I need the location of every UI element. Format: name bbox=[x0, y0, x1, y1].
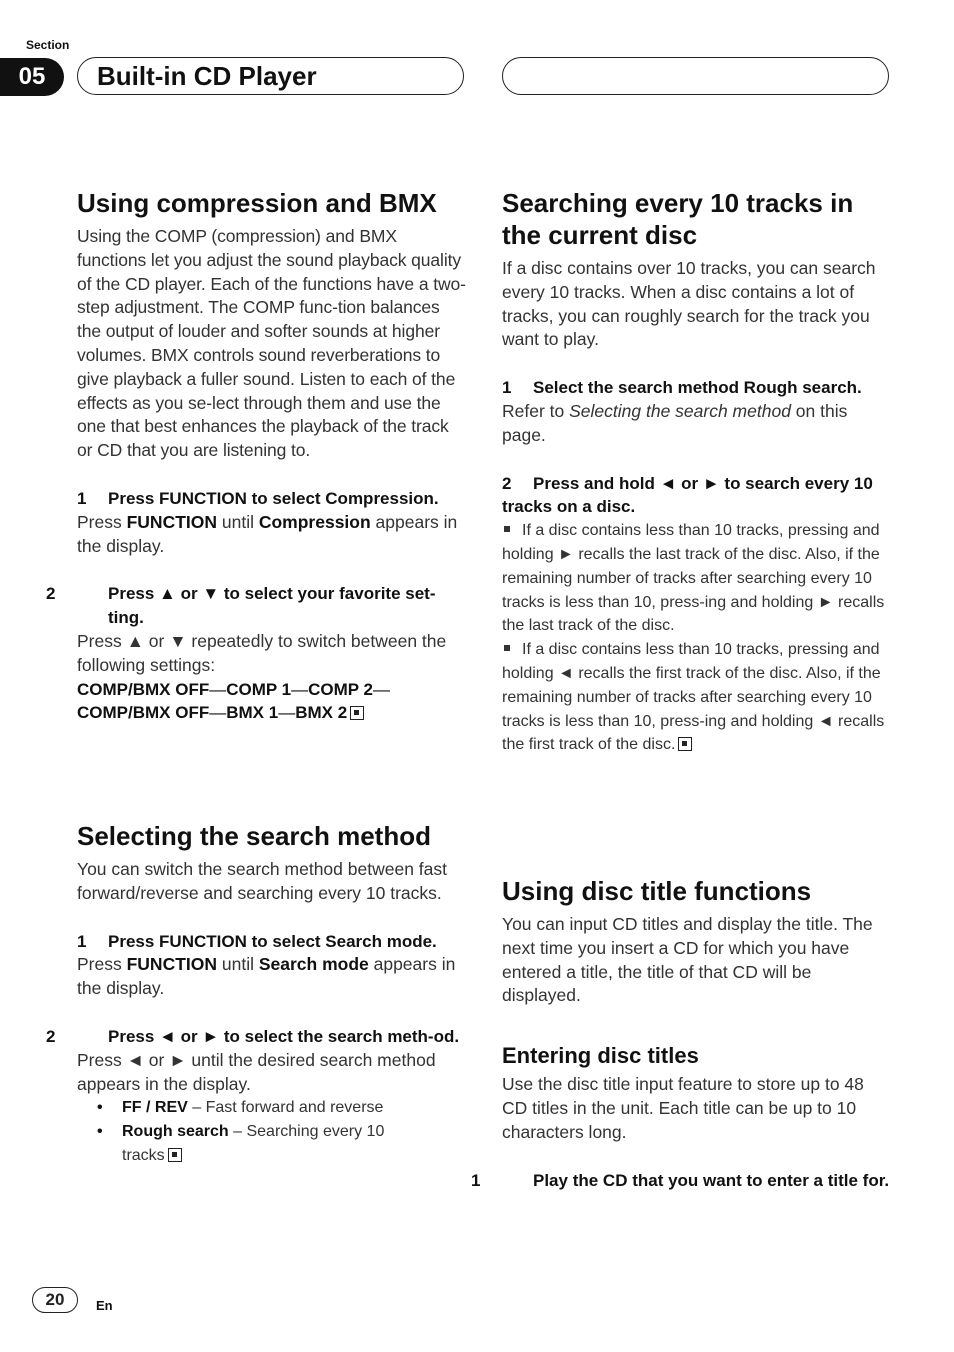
language-code: En bbox=[96, 1298, 113, 1313]
bullet-rough-search: • Rough search – Searching every 10 tracks bbox=[97, 1123, 385, 1164]
section-search-10-tracks bbox=[502, 187, 892, 757]
note-bullet-icon bbox=[504, 645, 510, 651]
step-number: 1 bbox=[77, 488, 87, 508]
section-search-method bbox=[46, 820, 467, 1168]
search-step-1-body: Press FUNCTION until Search mode appears in the display. bbox=[77, 954, 456, 999]
settings-sequence-2: COMP/BMX OFF—BMX 1—BMX 2 bbox=[77, 701, 467, 725]
compression-step-2: 2 Press ▲ or ▼ to select your favorite set-ting. bbox=[46, 584, 436, 628]
bullet-ff-rev: • FF / REV – Fast forward and reverse bbox=[97, 1099, 384, 1117]
end-mark-icon bbox=[350, 706, 364, 720]
entering-titles-body: Use the disc title input feature to store up to 48 CD titles in the unit. Each title can be up to 10 characters long. bbox=[502, 1074, 864, 1142]
step-text: Press FUNCTION to select Compression. bbox=[108, 488, 439, 508]
settings-sequence-1: COMP/BMX OFF—COMP 1—COMP 2— bbox=[77, 679, 390, 699]
page-title: Built-in CD Player bbox=[97, 61, 317, 91]
header-right-frame bbox=[502, 57, 889, 95]
section-disc-title bbox=[471, 875, 892, 1192]
heading-search-method: Selecting the search method bbox=[77, 821, 431, 851]
search-10-note-2: If a disc contains less than 10 tracks, pressing and holding ◄ recalls the first track of the disc. Also, if the remaining number of tracks after searching every 10 tracks is less than 10, press-ing and holding ◄ recalls the first track of the disc. bbox=[502, 641, 885, 754]
page-number: 20 bbox=[32, 1287, 78, 1313]
search-10-note-1: If a disc contains less than 10 tracks, pressing and holding ► recalls the last track of the disc. Also, if the remaining number of tracks after searching every 10 tracks is less than 10, press-ing and holding ► recalls the last track of the disc. bbox=[502, 522, 885, 635]
end-mark-icon bbox=[168, 1148, 182, 1162]
search-10-step-2: 2 Press and hold ◄ or ► to search every 10 tracks on a disc. bbox=[502, 473, 873, 517]
compression-intro: Using the COMP (compression) and BMX functions let you adjust the sound playback quality of the CD player. Each of the functions have a two-step adjustment. The COMP func-tion balances the output of louder and softer sounds at higher volumes. BMX controls sound reverberations to give playback a fuller sound. Listen to each of the effects as you se-lect through them and use the one that best enhances the playback of the track or CD that you are listening to. bbox=[77, 226, 466, 461]
note-bullet-icon bbox=[504, 526, 510, 532]
section-compression-bmx bbox=[46, 187, 467, 725]
heading-search-10-tracks: Searching every 10 tracks in the current disc bbox=[502, 188, 854, 250]
search-step-1: 1 Press FUNCTION to select Search mode. bbox=[77, 931, 437, 951]
end-mark-icon bbox=[678, 737, 692, 751]
search-10-step-1: 1 Select the search method Rough search. bbox=[502, 378, 862, 398]
search-10-step-1-body: Refer to Selecting the search method on this page. bbox=[502, 400, 848, 445]
search-10-intro: If a disc contains over 10 tracks, you can search every 10 tracks. When a disc contains a lot of tracks, you can roughly search for the track you want to play. bbox=[502, 258, 876, 350]
heading-compression-bmx: Using compression and BMX bbox=[77, 188, 437, 218]
compression-step-1 bbox=[77, 487, 467, 511]
section-label: Section bbox=[26, 38, 70, 52]
subheading-entering-titles: Entering disc titles bbox=[502, 1043, 699, 1069]
search-step-2: 2 Press ◄ or ► to select the search meth-od. bbox=[46, 1026, 460, 1046]
compression-step-1-body: Press FUNCTION until Compression appears in the display. bbox=[77, 511, 458, 556]
disc-title-intro: You can input CD titles and display the title. The next time you insert a CD for which you have entered a title, the title of that CD will be displayed. bbox=[502, 914, 873, 1006]
section-number-tab: 05 bbox=[0, 58, 64, 96]
disc-title-step-1: 1 Play the CD that you want to enter a title for. bbox=[471, 1170, 890, 1190]
search-method-intro: You can switch the search method between fast forward/reverse and searching every 10 tracks. bbox=[77, 859, 447, 903]
compression-step-2-body: Press ▲ or ▼ repeatedly to switch between the following settings: bbox=[77, 630, 447, 675]
search-step-2-body: Press ◄ or ► until the desired search method appears in the display. bbox=[77, 1049, 436, 1094]
heading-disc-title: Using disc title functions bbox=[502, 876, 812, 906]
